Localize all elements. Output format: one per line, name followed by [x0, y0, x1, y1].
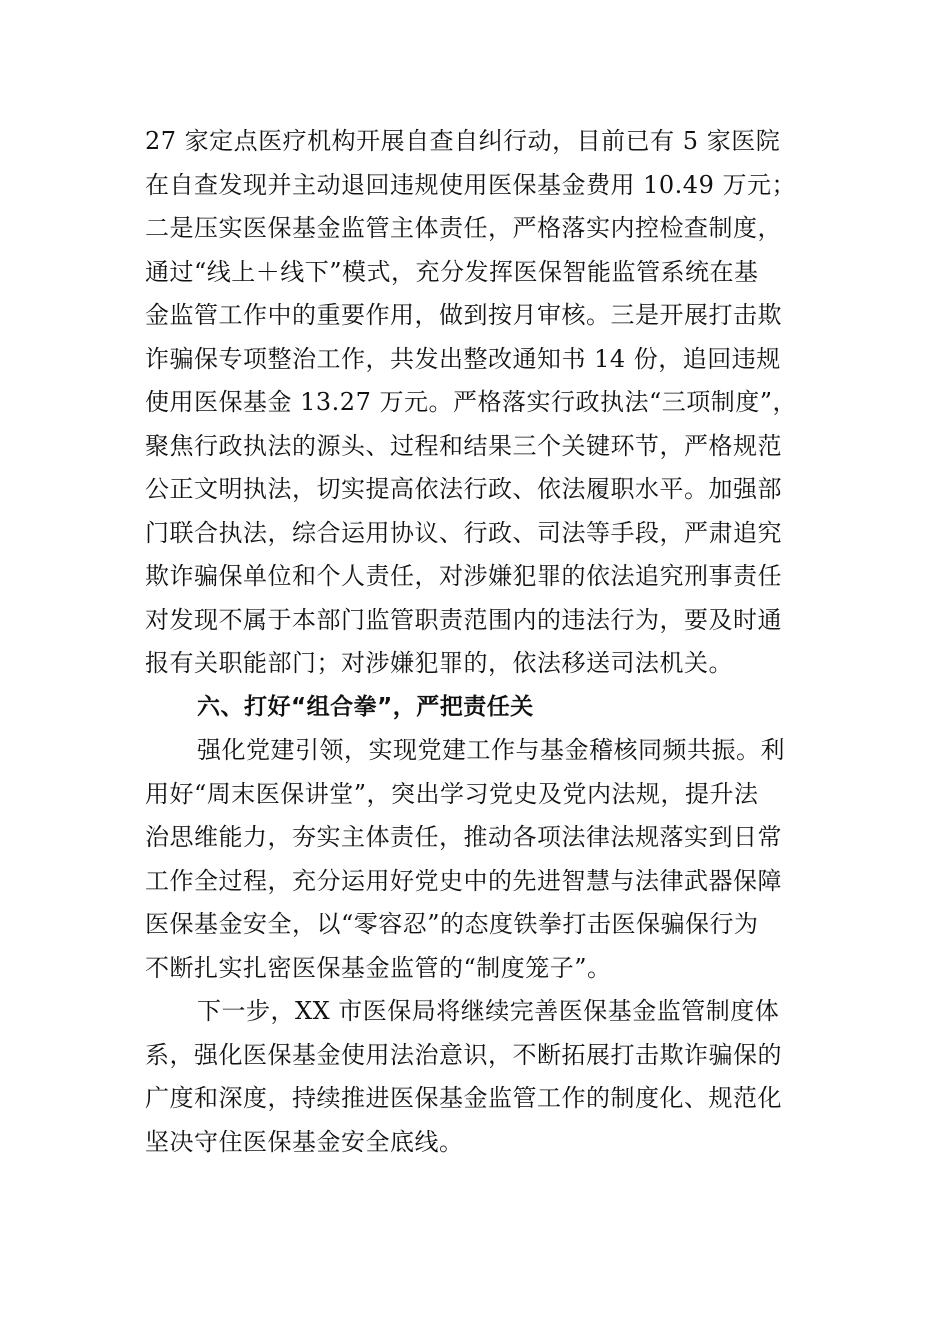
paragraph-party-building [145, 729, 810, 990]
paragraph-line: 27 家定点医疗机构开展自查自纠行动，目前已有 5 家医院 [145, 127, 781, 155]
paragraph-line: 系，强化医保基金使用法治意识，不断拓展打击欺诈骗保的 [145, 1040, 782, 1069]
paragraph-line: 下一步，XX 市医保局将继续完善医保基金监管制度体 [197, 997, 780, 1025]
paragraph-line: 欺诈骗保单位和个人责任，对涉嫌犯罪的依法追究刑事责任 [145, 562, 782, 590]
paragraph-line: 对发现不属于本部门监管职责范围内的违法行为，要及时通 [145, 605, 782, 634]
paragraph-line: 二是压实医保基金监管主体责任，严格落实内控检查制度， [145, 214, 782, 242]
paragraph-line: 使用医保基金 13.27 万元。严格落实行政执法“三项制度”， [145, 388, 798, 416]
paragraph-line: 不断扎实扎密医保基金监管的“制度笼子”。 [145, 953, 612, 982]
paragraph-line: 在自查发现并主动退回违规使用医保基金费用 10.49 万元； [145, 170, 796, 199]
section-heading-six: 六、打好“组合拳”，严把责任关 [197, 693, 534, 720]
paragraph-line: 广度和深度，持续推进医保基金监管工作的制度化、规范化 [145, 1084, 782, 1112]
paragraph-line: 工作全过程，充分运用好党史中的先进智慧与法律武器保障 [145, 866, 782, 895]
paragraph-line: 金监管工作中的重要作用，做到按月审核。三是开展打击欺 [145, 301, 782, 329]
paragraph-line: 通过“线上＋线下”模式，充分发挥医保智能监管系统在基 [145, 257, 759, 286]
paragraph-next-steps [145, 990, 810, 1164]
paragraph-line: 强化党建引领，实现党建工作与基金稽核同频共振。利 [197, 736, 785, 764]
paragraph-line: 报有关职能部门；对涉嫌犯罪的，依法移送司法机关。 [145, 649, 733, 677]
paragraph-line: 医保基金安全，以“零容忍”的态度铁拳打击医保骗保行为 [145, 910, 759, 938]
paragraph-fund-supervision [145, 120, 810, 686]
document-body [145, 120, 810, 1164]
paragraph-line: 公正文明执法，切实提高依法行政、依法履职水平。加强部 [145, 475, 782, 503]
paragraph-line: 诈骗保专项整治工作，共发出整改通知书 14 份，追回违规 [145, 344, 781, 373]
paragraph-line: 聚焦行政执法的源头、过程和结果三个关键环节，严格规范 [145, 431, 782, 460]
paragraph-line: 治思维能力，夯实主体责任，推动各项法律法规落实到日常 [145, 823, 782, 851]
paragraph-line: 门联合执法，综合运用协议、行政、司法等手段，严肃追究 [145, 518, 782, 547]
paragraph-line: 坚决守住医保基金安全底线。 [145, 1127, 464, 1156]
paragraph-line: 用好“周末医保讲堂”，突出学习党史及党内法规，提升法 [145, 779, 759, 808]
